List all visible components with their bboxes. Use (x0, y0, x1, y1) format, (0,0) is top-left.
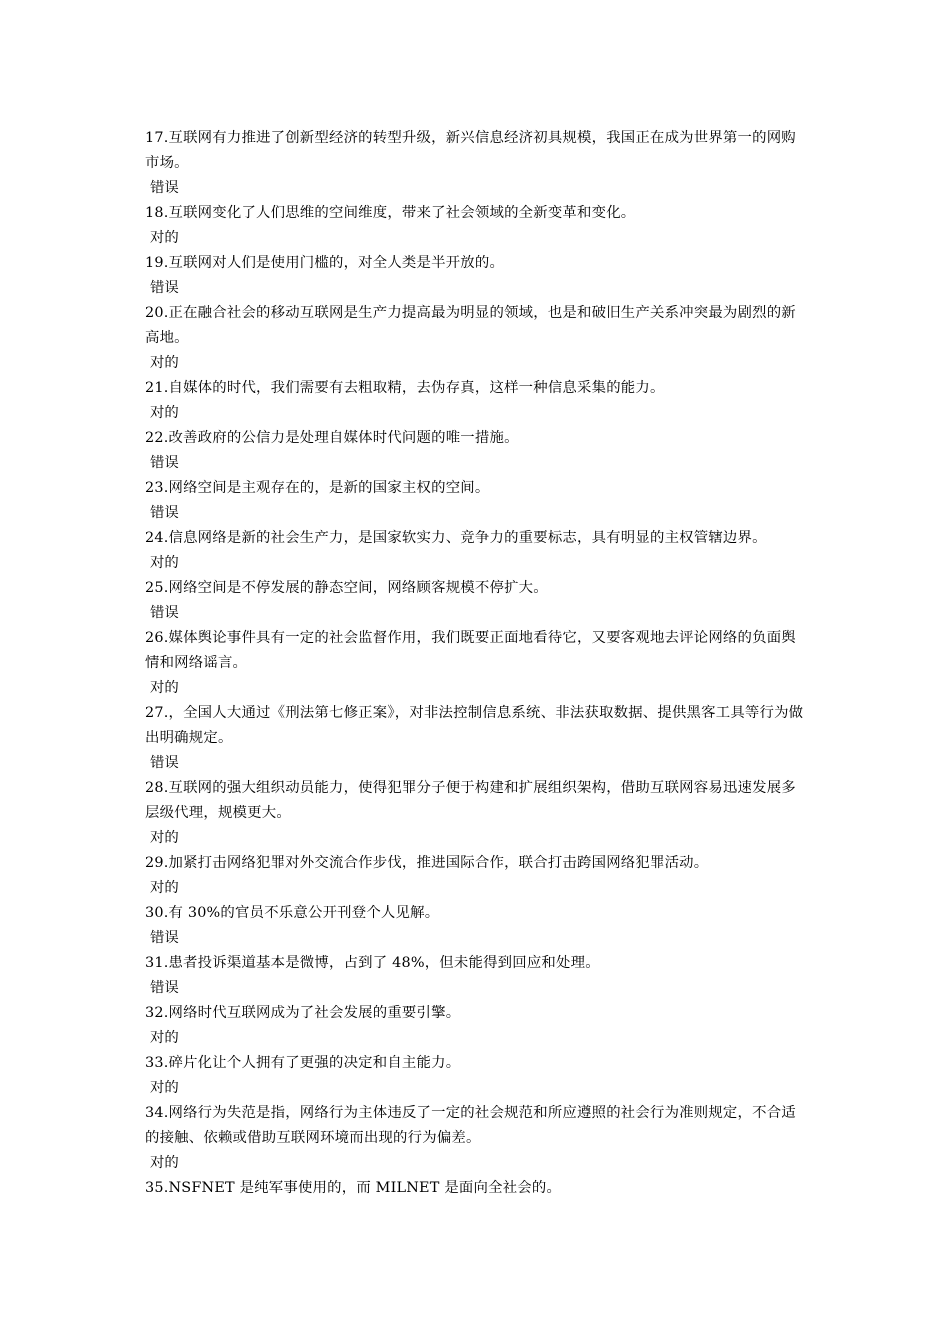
question-item (145, 626, 807, 701)
answer-text: 对的 (150, 830, 179, 846)
question-item (145, 126, 807, 201)
question-text: 20.正在融合社会的移动互联网是生产力提高最为明显的领域，也是和破旧生产关系冲突最为剧烈的新高地。 (145, 305, 796, 346)
question-item (145, 526, 807, 576)
question-text: 31.患者投诉渠道基本是微博，占到了 48%，但未能得到回应和处理。 (145, 955, 600, 971)
answer-text: 对的 (150, 1030, 179, 1046)
question-item (145, 901, 807, 951)
answer-text: 错误 (150, 180, 179, 196)
answer-text: 错误 (150, 605, 179, 621)
question-item (145, 576, 807, 626)
question-item (145, 376, 807, 426)
question-text: 17.互联网有力推进了创新型经济的转型升级，新兴信息经济初具规模，我国正在成为世界第一的网购市场。 (145, 130, 796, 171)
question-text: 25.网络空间是不停发展的静态空间，网络顾客规模不停扩大。 (145, 580, 548, 596)
question-text: 22.改善政府的公信力是处理自媒体时代问题的唯一措施。 (145, 430, 519, 446)
question-item (145, 1001, 807, 1051)
question-text: 23.网络空间是主观存在的，是新的国家主权的空间。 (145, 480, 490, 496)
answer-text: 错误 (150, 280, 179, 296)
answer-text: 对的 (150, 555, 179, 571)
question-text: 34.网络行为失范是指，网络行为主体违反了一定的社会规范和所应遵照的社会行为准则规定，不合适的接触、依赖或借助互联网环境而出现的行为偏差。 (145, 1105, 796, 1146)
answer-text: 对的 (150, 230, 179, 246)
question-item (145, 701, 807, 776)
answer-text: 对的 (150, 1080, 179, 1096)
answer-text: 错误 (150, 755, 179, 771)
question-text: 21.自媒体的时代，我们需要有去粗取精，去伪存真，这样一种信息采集的能力。 (145, 380, 665, 396)
question-item (145, 301, 807, 376)
question-item (145, 1101, 807, 1176)
answer-text: 错误 (150, 930, 179, 946)
answer-text: 对的 (150, 680, 179, 696)
question-text: 19.互联网对人们是使用门槛的，对全人类是半开放的。 (145, 255, 505, 271)
question-text: 28.互联网的强大组织动员能力，使得犯罪分子便于构建和扩展组织架构，借助互联网容易迅速发展多层级代理，规模更大。 (145, 780, 796, 821)
question-item (145, 251, 807, 301)
question-text: 18.互联网变化了人们思维的空间维度，带来了社会领域的全新变革和变化。 (145, 205, 636, 221)
question-text: 32.网络时代互联网成为了社会发展的重要引擎。 (145, 1005, 461, 1021)
question-text: 33.碎片化让个人拥有了更强的决定和自主能力。 (145, 1055, 461, 1071)
question-text: 35.NSFNET 是纯军事使用的，而 MILNET 是面向全社会的。 (145, 1180, 562, 1196)
question-item (145, 201, 807, 251)
question-item (145, 476, 807, 526)
question-item (145, 1176, 807, 1201)
answer-text: 对的 (150, 355, 179, 371)
question-item (145, 776, 807, 851)
answer-text: 对的 (150, 405, 179, 421)
answer-text: 错误 (150, 980, 179, 996)
question-text: 27.，全国人大通过《刑法第七修正案》，对非法控制信息系统、非法获取数据、提供黑客工具等行为做出明确规定。 (145, 705, 804, 746)
answer-text: 对的 (150, 1155, 179, 1171)
question-text: 26.媒体舆论事件具有一定的社会监督作用，我们既要正面地看待它，又要客观地去评论网络的负面舆情和网络谣言。 (145, 630, 796, 671)
question-list (145, 126, 807, 1201)
question-item (145, 851, 807, 901)
question-item (145, 1051, 807, 1101)
question-item (145, 426, 807, 476)
question-text: 24.信息网络是新的社会生产力，是国家软实力、竞争力的重要标志，具有明显的主权管辖边界。 (145, 530, 767, 546)
question-text: 30.有 30%的官员不乐意公开刊登个人见解。 (145, 905, 440, 921)
answer-text: 错误 (150, 505, 179, 521)
question-text: 29.加紧打击网络犯罪对外交流合作步伐，推进国际合作，联合打击跨国网络犯罪活动。 (145, 855, 709, 871)
answer-text: 错误 (150, 455, 179, 471)
answer-text: 对的 (150, 880, 179, 896)
question-item (145, 951, 807, 1001)
